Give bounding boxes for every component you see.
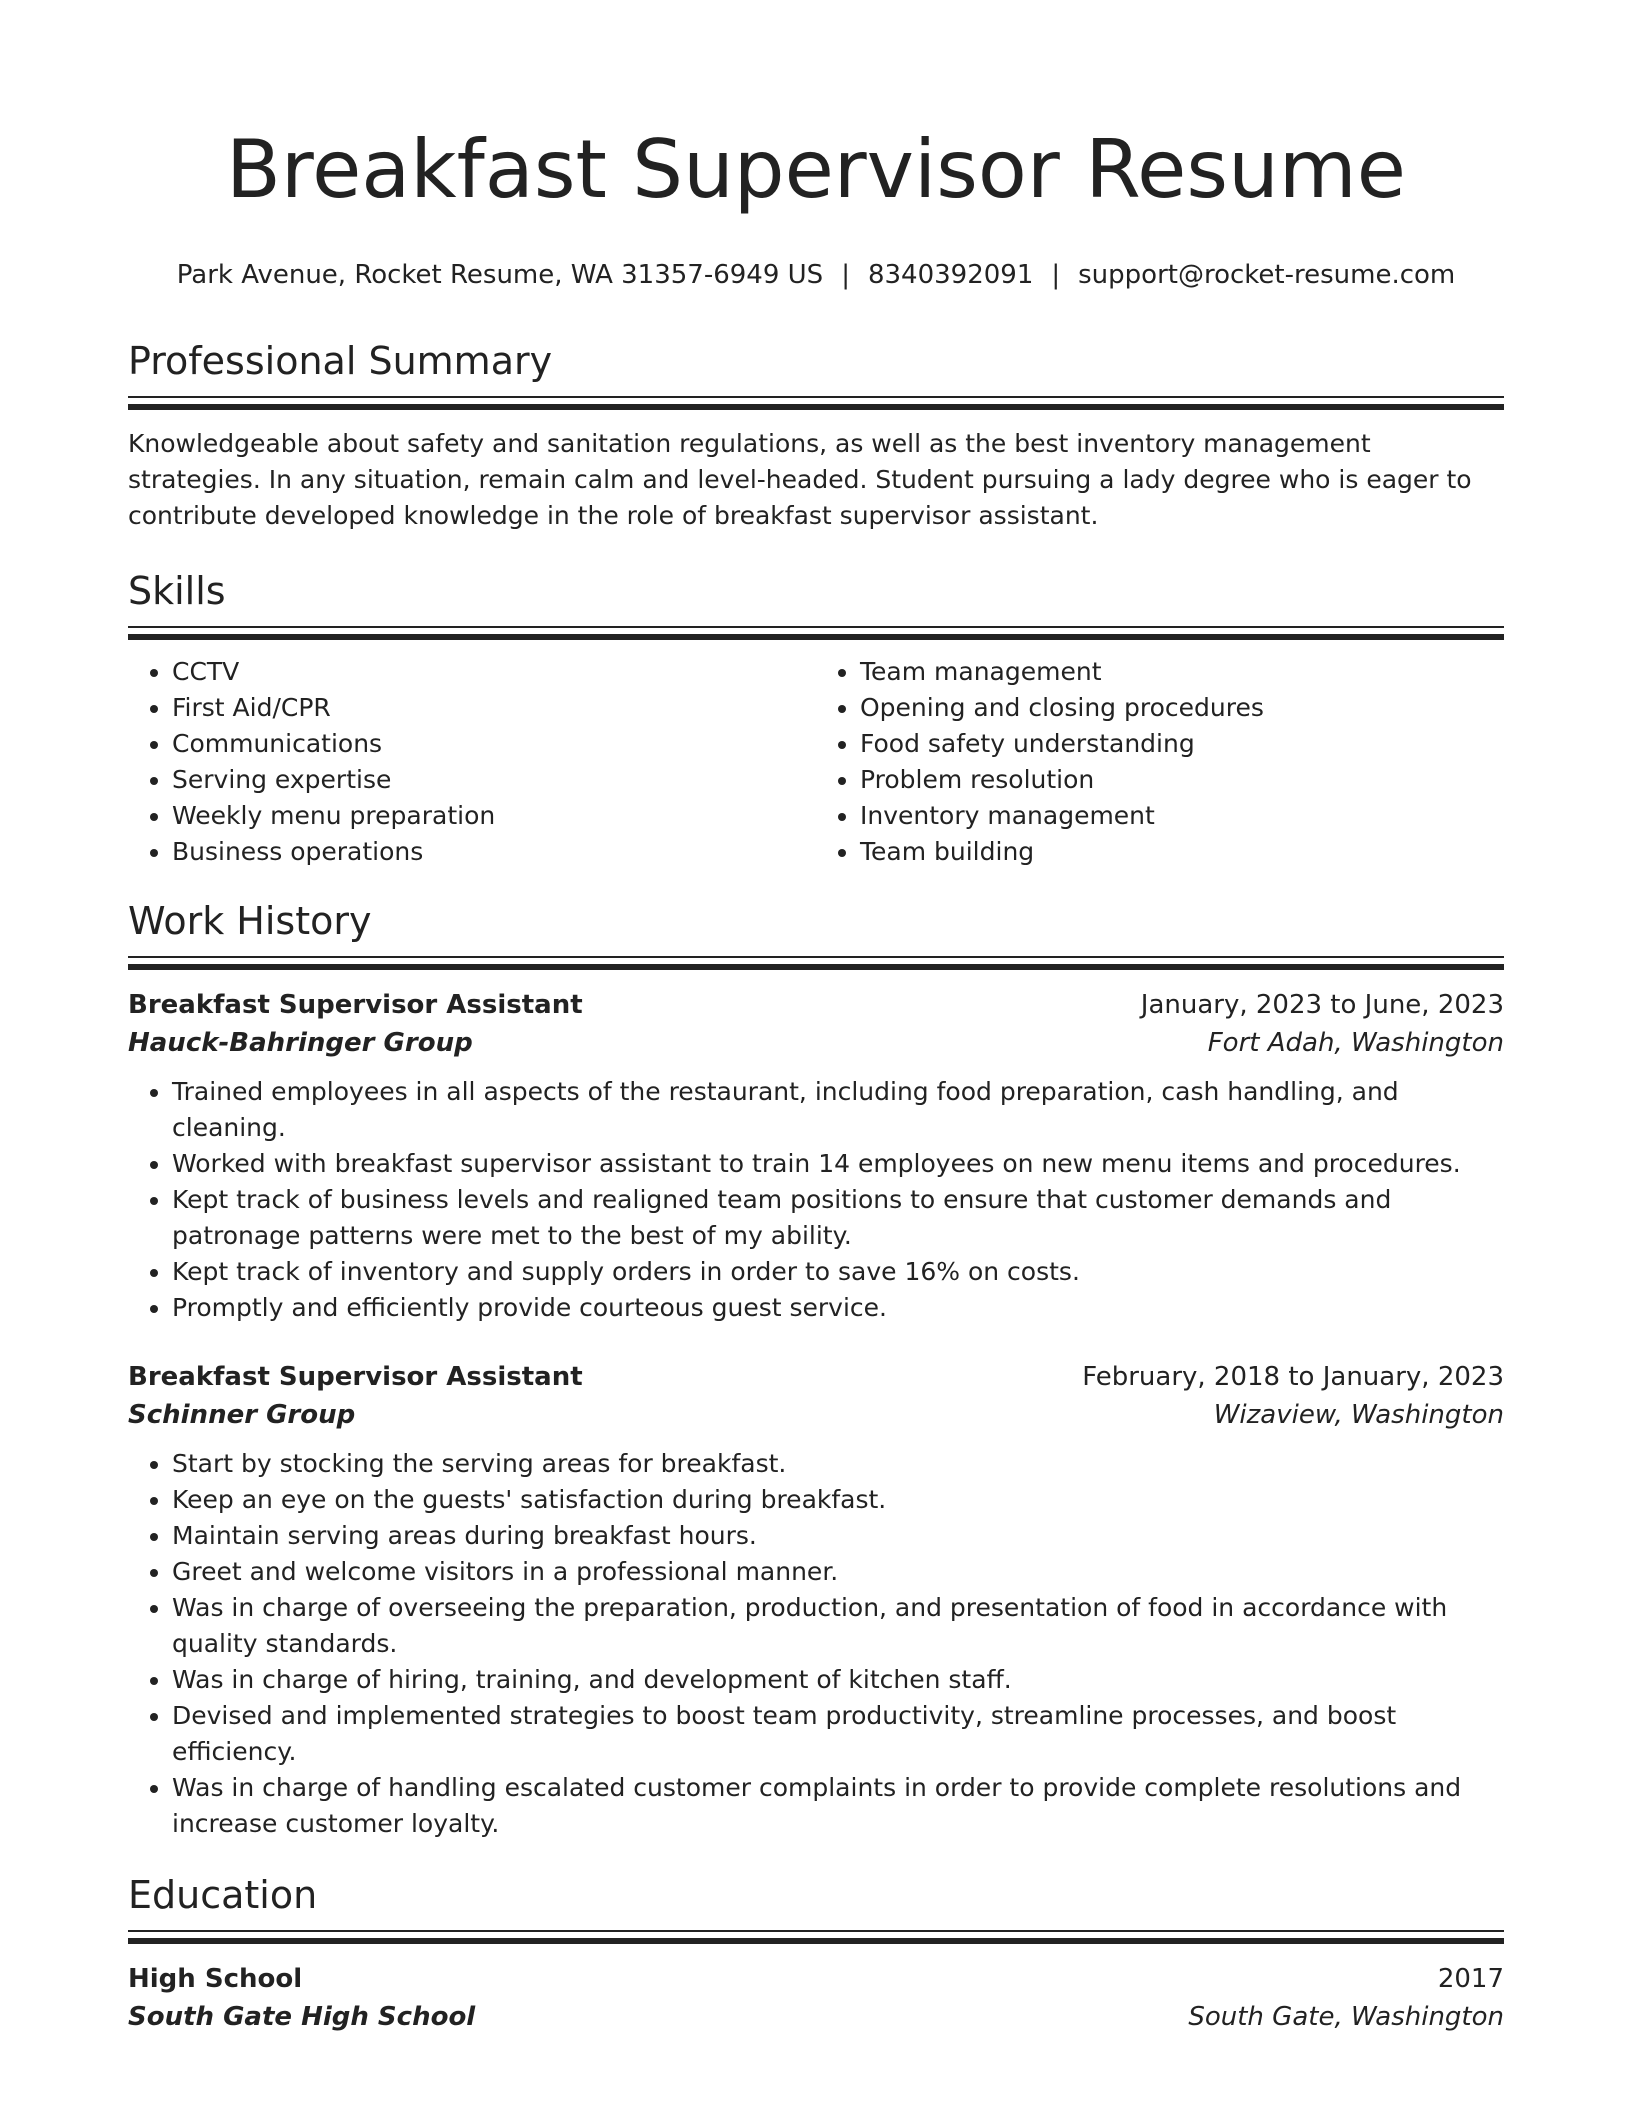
skill-item: • Food safety understanding bbox=[860, 726, 1504, 762]
job-dates: January, 2023 to June, 2023 bbox=[1140, 990, 1504, 1020]
job-entry bbox=[128, 986, 1504, 1326]
section-title-work: Work History bbox=[128, 899, 372, 943]
list-item: • Devised and implemented strategies to boost team productivity, streamline processes, and boost efficiency. bbox=[172, 1698, 1504, 1770]
section-divider bbox=[128, 396, 1504, 410]
contact-phone: 8340392091 bbox=[867, 260, 1034, 290]
list-item: • Trained employees in all aspects of the restaurant, including food preparation, cash handling, and cleaning. bbox=[172, 1074, 1504, 1146]
work-history-section bbox=[128, 898, 1504, 1842]
section-divider bbox=[128, 956, 1504, 970]
section-title-education: Education bbox=[128, 1873, 318, 1917]
list-item: • Kept track of business levels and realigned team positions to ensure that customer demands and patronage patterns were met to the best of my ability. bbox=[172, 1182, 1504, 1254]
education-school: South Gate High School bbox=[128, 2002, 476, 2032]
job-bullets bbox=[128, 1446, 1504, 1842]
job-location: Wizaview, Washington bbox=[1213, 1400, 1504, 1430]
contact-address: Park Avenue, Rocket Resume, WA 31357-6949 US bbox=[176, 260, 824, 290]
section-title-skills: Skills bbox=[128, 569, 226, 613]
job-subheader bbox=[128, 1024, 1504, 1062]
skill-item: • CCTV bbox=[172, 654, 816, 690]
skills-list-left bbox=[128, 654, 816, 870]
section-title-summary: Professional Summary bbox=[128, 339, 553, 383]
contact-email: support@rocket-resume.com bbox=[1078, 260, 1456, 290]
job-location: Fort Adah, Washington bbox=[1207, 1028, 1504, 1058]
skills-list-right bbox=[816, 654, 1504, 870]
education-year: 2017 bbox=[1437, 1964, 1504, 1994]
list-item: • Maintain serving areas during breakfast hours. bbox=[172, 1518, 1504, 1554]
education-section bbox=[128, 1872, 1504, 2036]
list-item: • Promptly and efficiently provide courteous guest service. bbox=[172, 1290, 1504, 1326]
summary-section bbox=[128, 338, 1504, 534]
education-degree: High School bbox=[128, 1964, 303, 1994]
job-header bbox=[128, 1358, 1504, 1396]
skills-grid bbox=[128, 654, 1504, 870]
job-title: Breakfast Supervisor Assistant bbox=[128, 1362, 583, 1392]
skill-item: • Weekly menu preparation bbox=[172, 798, 816, 834]
job-bullets bbox=[128, 1074, 1504, 1326]
contact-separator: | bbox=[841, 260, 850, 290]
contact-line bbox=[128, 258, 1504, 292]
skill-item: • Inventory management bbox=[860, 798, 1504, 834]
job-company: Hauck-Bahringer Group bbox=[128, 1028, 473, 1058]
skill-item: • Opening and closing procedures bbox=[860, 690, 1504, 726]
skill-item: • Communications bbox=[172, 726, 816, 762]
education-header bbox=[128, 1960, 1504, 1998]
list-item: • Greet and welcome visitors in a professional manner. bbox=[172, 1554, 1504, 1590]
skill-item: • Problem resolution bbox=[860, 762, 1504, 798]
job-entry bbox=[128, 1358, 1504, 1842]
resume-title: Breakfast Supervisor Resume bbox=[226, 123, 1406, 216]
job-title: Breakfast Supervisor Assistant bbox=[128, 990, 583, 1020]
skill-item: • Business operations bbox=[172, 834, 816, 870]
list-item: • Was in charge of handling escalated customer complaints in order to provide complete resolutions and increase customer loyalty. bbox=[172, 1770, 1504, 1842]
education-location: South Gate, Washington bbox=[1188, 2002, 1504, 2032]
contact-separator: | bbox=[1051, 260, 1061, 290]
education-entry bbox=[128, 1960, 1504, 2036]
section-divider bbox=[128, 1930, 1504, 1944]
job-dates: February, 2018 to January, 2023 bbox=[1082, 1362, 1504, 1392]
list-item: • Was in charge of overseeing the preparation, production, and presentation of food in accordance with quality standards. bbox=[172, 1590, 1504, 1662]
section-divider bbox=[128, 626, 1504, 640]
list-item: • Worked with breakfast supervisor assistant to train 14 employees on new menu items and procedures. bbox=[172, 1146, 1504, 1182]
summary-text: Knowledgeable about safety and sanitation regulations, as well as the best inventory management strategies. In any situation, remain calm and level-headed. Student pursuing a lady degree who is eager to contribute developed knowledge in the role of breakfast supervisor assistant. bbox=[128, 429, 1472, 530]
list-item: • Kept track of inventory and supply orders in order to save 16% on costs. bbox=[172, 1254, 1504, 1290]
list-item: • Start by stocking the serving areas for breakfast. bbox=[172, 1446, 1504, 1482]
job-subheader bbox=[128, 1396, 1504, 1434]
job-header bbox=[128, 986, 1504, 1024]
skill-item: • Team building bbox=[860, 834, 1504, 870]
list-item: • Was in charge of hiring, training, and development of kitchen staff. bbox=[172, 1662, 1504, 1698]
skills-section bbox=[128, 568, 1504, 870]
skill-item: • First Aid/CPR bbox=[172, 690, 816, 726]
education-subheader bbox=[128, 1998, 1504, 2036]
skill-item: • Team management bbox=[860, 654, 1504, 690]
list-item: • Keep an eye on the guests' satisfaction during breakfast. bbox=[172, 1482, 1504, 1518]
job-company: Schinner Group bbox=[128, 1400, 356, 1430]
skill-item: • Serving expertise bbox=[172, 762, 816, 798]
